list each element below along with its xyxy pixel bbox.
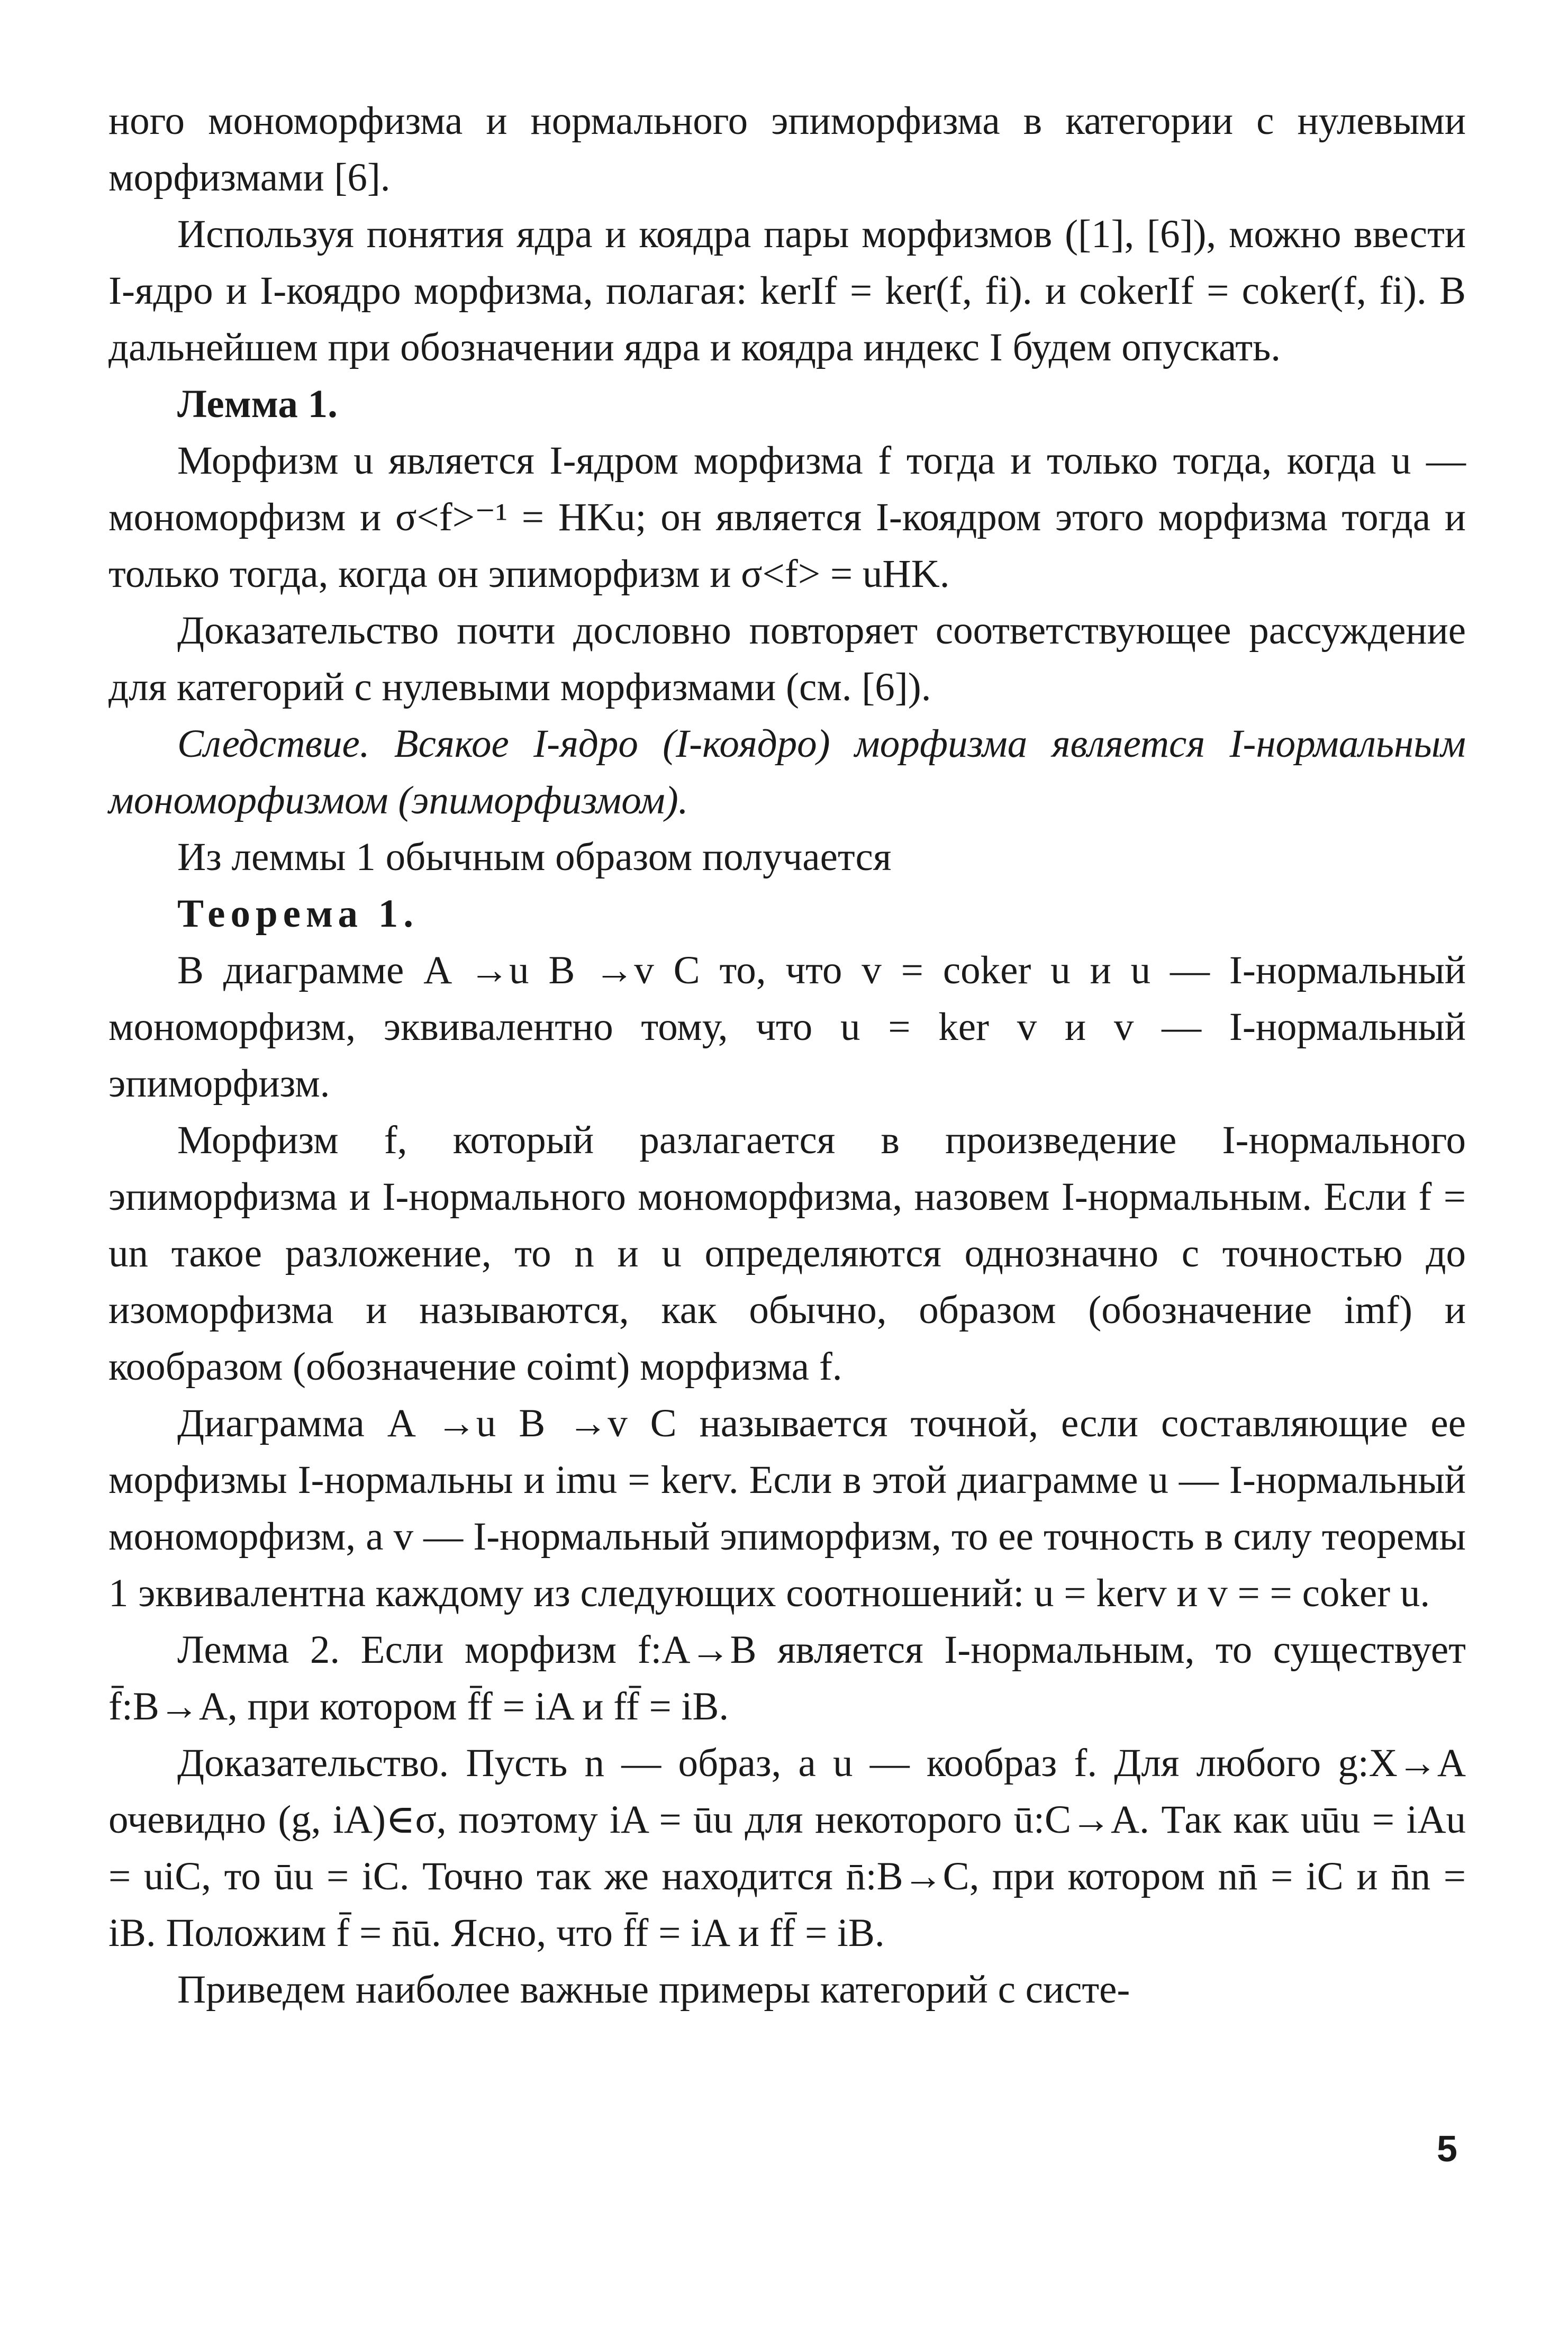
page-number: 5 xyxy=(1437,2128,1457,2169)
paragraph-follows: Из леммы 1 обычным образом получается xyxy=(177,835,892,879)
theorem-1-heading: Теорема 1. xyxy=(177,892,419,936)
lemma-1-proof: Доказательство почти дословно повторяет соответствующее рассуждение для категорий с нулевыми морфизмами (см. [6]). xyxy=(108,609,1466,709)
lemma-1-heading: Лемма 1. xyxy=(177,382,338,426)
paragraph-intro: ного мономорфизма и нормального эпиморфизма в категории с нулевыми морфизмами [6]. xyxy=(108,99,1466,200)
paragraph-normal-morphism: Морфизм f, который разлагается в произведение I-нормального эпиморфизма и I-нормального мономорфизма, назовем I-нормальным. Если f = un такое разложение, то n и u определяются однозначно с точностью до изоморфизма и называются, как обычно, образом (обозначение imf) и кообразом (обозначение coimt) морфизма f. xyxy=(108,1118,1466,1389)
paragraph-kernels: Используя понятия ядра и коядра пары морфизмов ([1], [6]), можно ввести I-ядро и I-коядро морфизма, полагая: kerIf = ker(f, fi). и cokerIf = coker(f, fi). В дальнейшем при обозначении ядра и коядра индекс I будем опускать. xyxy=(108,212,1466,369)
lemma-2: Лемма 2. Если морфизм f:A→B является I-нормальным, то существует f̄:B→A, при котором f̄f = iA и ff̄ = iB. xyxy=(108,1628,1466,1728)
theorem-1-statement: В диаграмме A →u B →v C то, что v = coker u и u — I-нормальный мономорфизм, эквивалентно тому, что u = ker v и v — I-нормальный эпиморфизм. xyxy=(108,948,1466,1106)
lemma-1-statement: Морфизм u является I-ядром морфизма f тогда и только тогда, когда u — мономорфизм и σ<f>⁻¹ = HKu; он является I-коядром этого морфизма тогда и только тогда, когда он эпиморфизм и σ<f> = uHK. xyxy=(108,439,1466,596)
lemma-2-proof: Доказательство. Пусть n — образ, а u — кообраз f. Для любого g:X→A очевидно (g, iA)∈σ, поэтому iA = ūu для некоторого ū:C→A. Так как uūu = iAu = uiC, то ūu = iC. Точно так же находится n̄:B→C, при котором nn̄ = iC и n̄n = iB. Положим f̄ = n̄ū. Ясно, что f̄f = iA и ff̄ = iB. xyxy=(108,1741,1466,1955)
paragraph-examples: Приведем наиболее важные примеры категорий с систе- xyxy=(177,1968,1130,2012)
corollary: Следствие. Всякое I-ядро (I-коядро) морфизма является I-нормальным мономорфизмом (эпиморфизмом). xyxy=(108,722,1466,822)
page-body xyxy=(108,93,1466,2018)
paragraph-exact-diagram: Диаграмма A →u B →v C называется точной, если составляющие ее морфизмы I-нормальны и imu = kerv. Если в этой диаграмме u — I-нормальный мономорфизм, а v — I-нормальный эпиморфизм, то ее точность в силу теоремы 1 эквивалентна каждому из следующих соотношений: u = kerv и v = = coker u. xyxy=(108,1401,1466,1615)
